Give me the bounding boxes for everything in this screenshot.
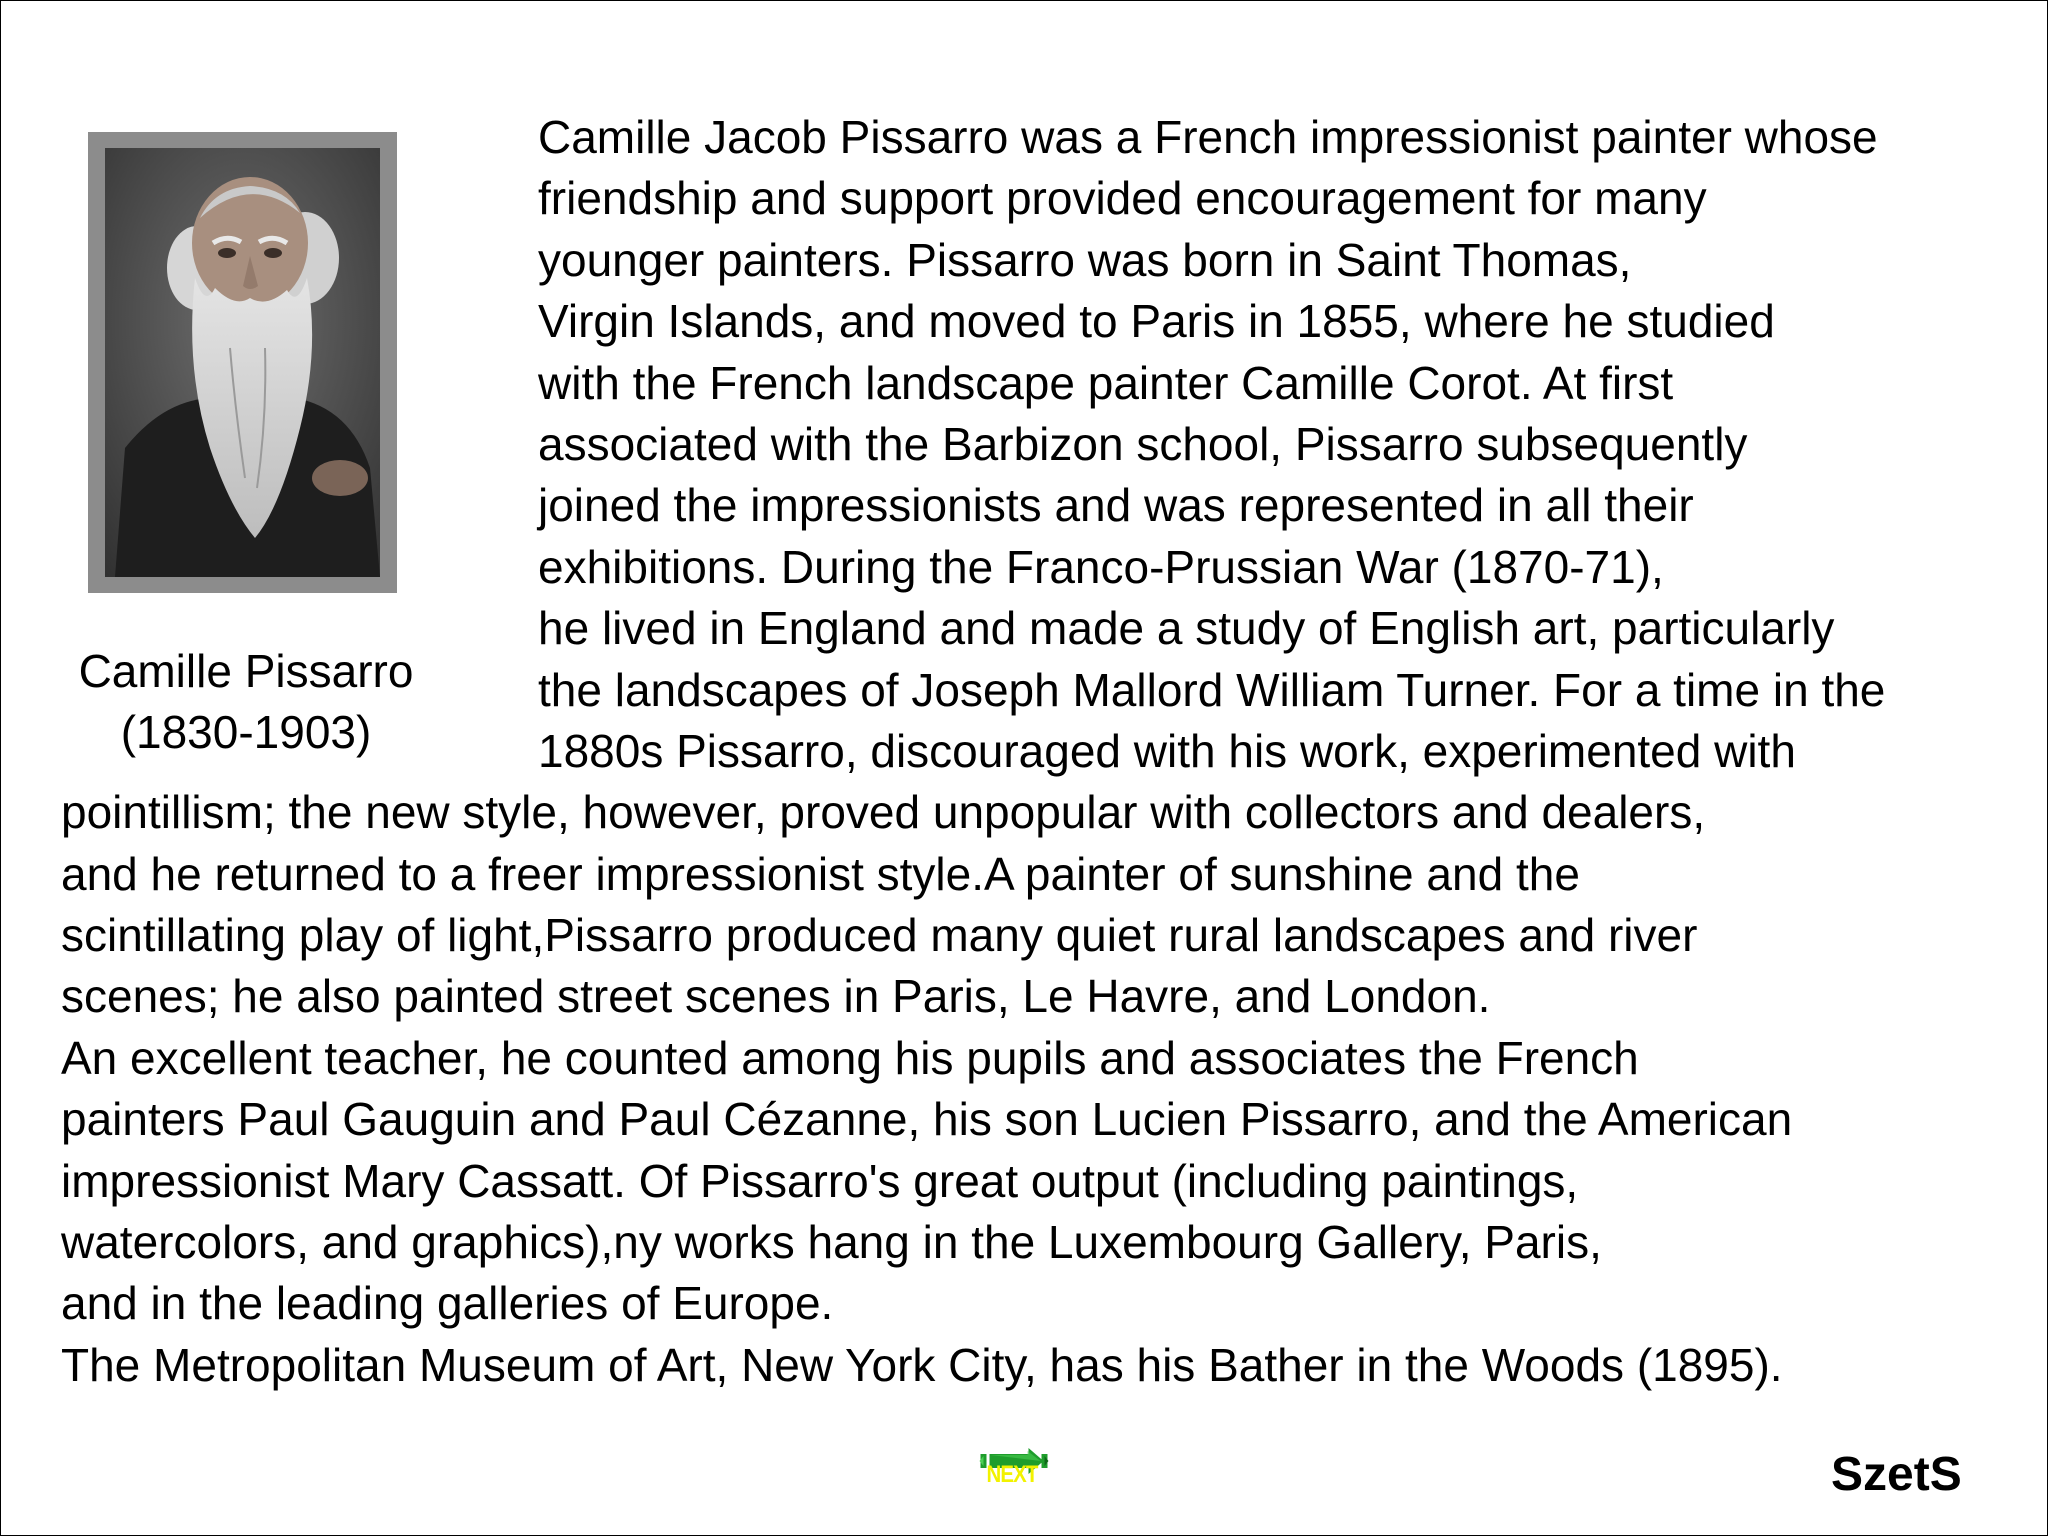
bio-line: the landscapes of Joseph Mallord William Turner. For a time in the (538, 664, 1886, 716)
bio-line: and he returned to a freer impressionist style.A painter of sunshine and the (61, 848, 1580, 900)
next-button[interactable] (945, 1447, 1083, 1503)
portrait-frame (88, 132, 397, 593)
next-label: NEXT (986, 1461, 1038, 1488)
portrait-photo-icon (105, 148, 380, 577)
bio-line: and in the leading galleries of Europe. (61, 1277, 834, 1329)
bio-line: associated with the Barbizon school, Pissarro subsequently (538, 418, 1748, 470)
bio-line: 1880s Pissarro, discouraged with his work, experimented with (538, 725, 1796, 777)
bio-line: younger painters. Pissarro was born in Saint Thomas, (538, 234, 1632, 286)
artist-dates: (1830-1903) (120, 706, 372, 758)
bio-line: An excellent teacher, he counted among his pupils and associates the French (61, 1032, 1639, 1084)
bio-line: painters Paul Gauguin and Paul Cézanne, his son Lucien Pissarro, and the American (61, 1093, 1793, 1145)
bio-line: joined the impressionists and was represented in all their (538, 479, 1694, 531)
bio-line: Camille Jacob Pissarro was a French impressionist painter whose (538, 111, 1878, 163)
portrait-caption (41, 641, 451, 763)
bio-line: impressionist Mary Cassatt. Of Pissarro's great output (including paintings, (61, 1155, 1579, 1207)
bio-line: with the French landscape painter Camille Corot. At first (538, 357, 1674, 409)
bio-line: he lived in England and made a study of English art, particularly (538, 602, 1835, 654)
artist-name: Camille Pissarro (78, 645, 414, 697)
bio-line: The Metropolitan Museum of Art, New York City, has his Bather in the Woods (1895). (61, 1339, 1783, 1391)
bio-line: pointillism; the new style, however, proved unpopular with collectors and dealers, (61, 786, 1706, 838)
bio-line: exhibitions. During the Franco-Prussian War (1870-71), (538, 541, 1664, 593)
portrait-image (105, 148, 380, 577)
bio-line: scenes; he also painted street scenes in Paris, Le Havre, and London. (61, 970, 1491, 1022)
bio-line: watercolors, and graphics),ny works hang in the Luxembourg Gallery, Paris, (61, 1216, 1602, 1268)
bio-line: scintillating play of light,Pissarro produced many quiet rural landscapes and river (61, 909, 1698, 961)
bio-line: Virgin Islands, and moved to Paris in 1855, where he studied (538, 295, 1775, 347)
bio-line: friendship and support provided encouragement for many (538, 172, 1707, 224)
signature: SzetS (1831, 1448, 1962, 1501)
